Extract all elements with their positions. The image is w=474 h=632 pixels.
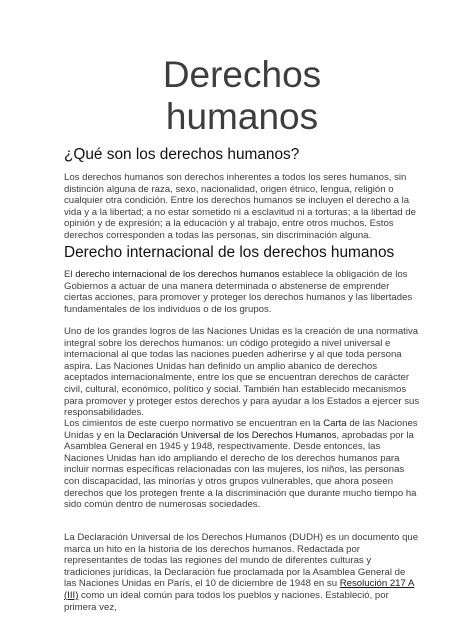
paragraph-definition: Los derechos humanos son derechos inherentes a todos los seres humanos, sin distinción alguna de raza, sexo, nacionalidad, origen étnico, lengua, religión o cualquier otra condición. Entre los derechos humanos se incluyen el derecho a la vida y a la libertad; a no estar sometido ni a esclavitud ni a torturas; a la libertad de opinión y de expresión; a la educación y al trabajo, entre otros muchos. Estos derechos corresponden a todas las personas, sin discriminación alguna. [64,172,416,241]
section-heading-international-law: Derecho internacional de los derechos humanos [64,244,395,261]
paragraph-un-achievements: Uno de los grandes logros de las Naciones Unidas es la creación de una normativa integral sobre los derechos humanos: un código protegido a nivel universal e internacional al que todas las naciones pueden adherirse y al que toda persona aspira. Las Naciones Unidas han definido un amplio abanico de derechos aceptados internacionalmente, entre los que se encuentran derechos de carácter civil, cultural, económico, político y social. También han establecido mecanismos para promover y proteger estos derechos y para ayudar a los Estados a ejercer sus responsabilidades. [64,326,420,419]
section-heading-what-are: ¿Qué son los derechos humanos? [64,146,300,163]
paragraph-text: El [64,269,76,280]
link-udhr[interactable]: Declaración Universal de los Derechos Humanos [127,429,337,441]
paragraph-text: , aprobadas por la Asamblea General en 1945 y 1948, respectivamente. Desde entonces, las Naciones Unidas han ido ampliando el derecho de los derechos humanos para incluir normas específicas relacionadas con las mujeres, los niños, las personas con discapacidad, las minorías y otros grupos vulnerables, que ahora poseen derechos que los protegen frente a la discriminación que durante mucho tiempo ha sido común dentro de numerosas sociedades. [64,429,417,511]
paragraph-udhr [64,532,420,613]
paragraph-international-law [64,269,420,315]
paragraph-foundations [64,418,420,511]
title-line-1: Derechos [162,54,322,95]
paragraph-text: como un ideal común para todos los pueblos y naciones. Estableció, por primera vez, [64,589,389,613]
link-international-law[interactable]: derecho internacional de los derechos humanos [75,269,280,280]
document-title [64,54,420,138]
link-resolution-217[interactable]: Resolución 217 A (III) [64,578,415,601]
paragraph-text: Los cimientos de este cuerpo normativo se encuentran en la [64,418,324,429]
link-charter[interactable]: Carta [323,418,347,429]
paragraph-text: de las Naciones Unidas y en la [64,418,418,441]
title-line-2: humanos [165,96,319,137]
paragraph-text: establece la obligación de los Gobiernos a actuar de una manera determinada o abstenerse de emprender ciertas acciones, para promover y proteger los derechos humanos y las libertades fundamentales de los individuos o de los grupos. [64,269,413,315]
paragraph-text: La Declaración Universal de los Derechos Humanos (DUDH) es un documento que marca un hito en la historia de los derechos humanos. Redactada por representantes de todas las regiones del mundo de diferentes culturas y tradiciones jurídicas, la Declaración fue proclamada por la Asamblea General de las Naciones Unidas en París, el 10 de diciembre de 1948 en su [64,532,419,590]
